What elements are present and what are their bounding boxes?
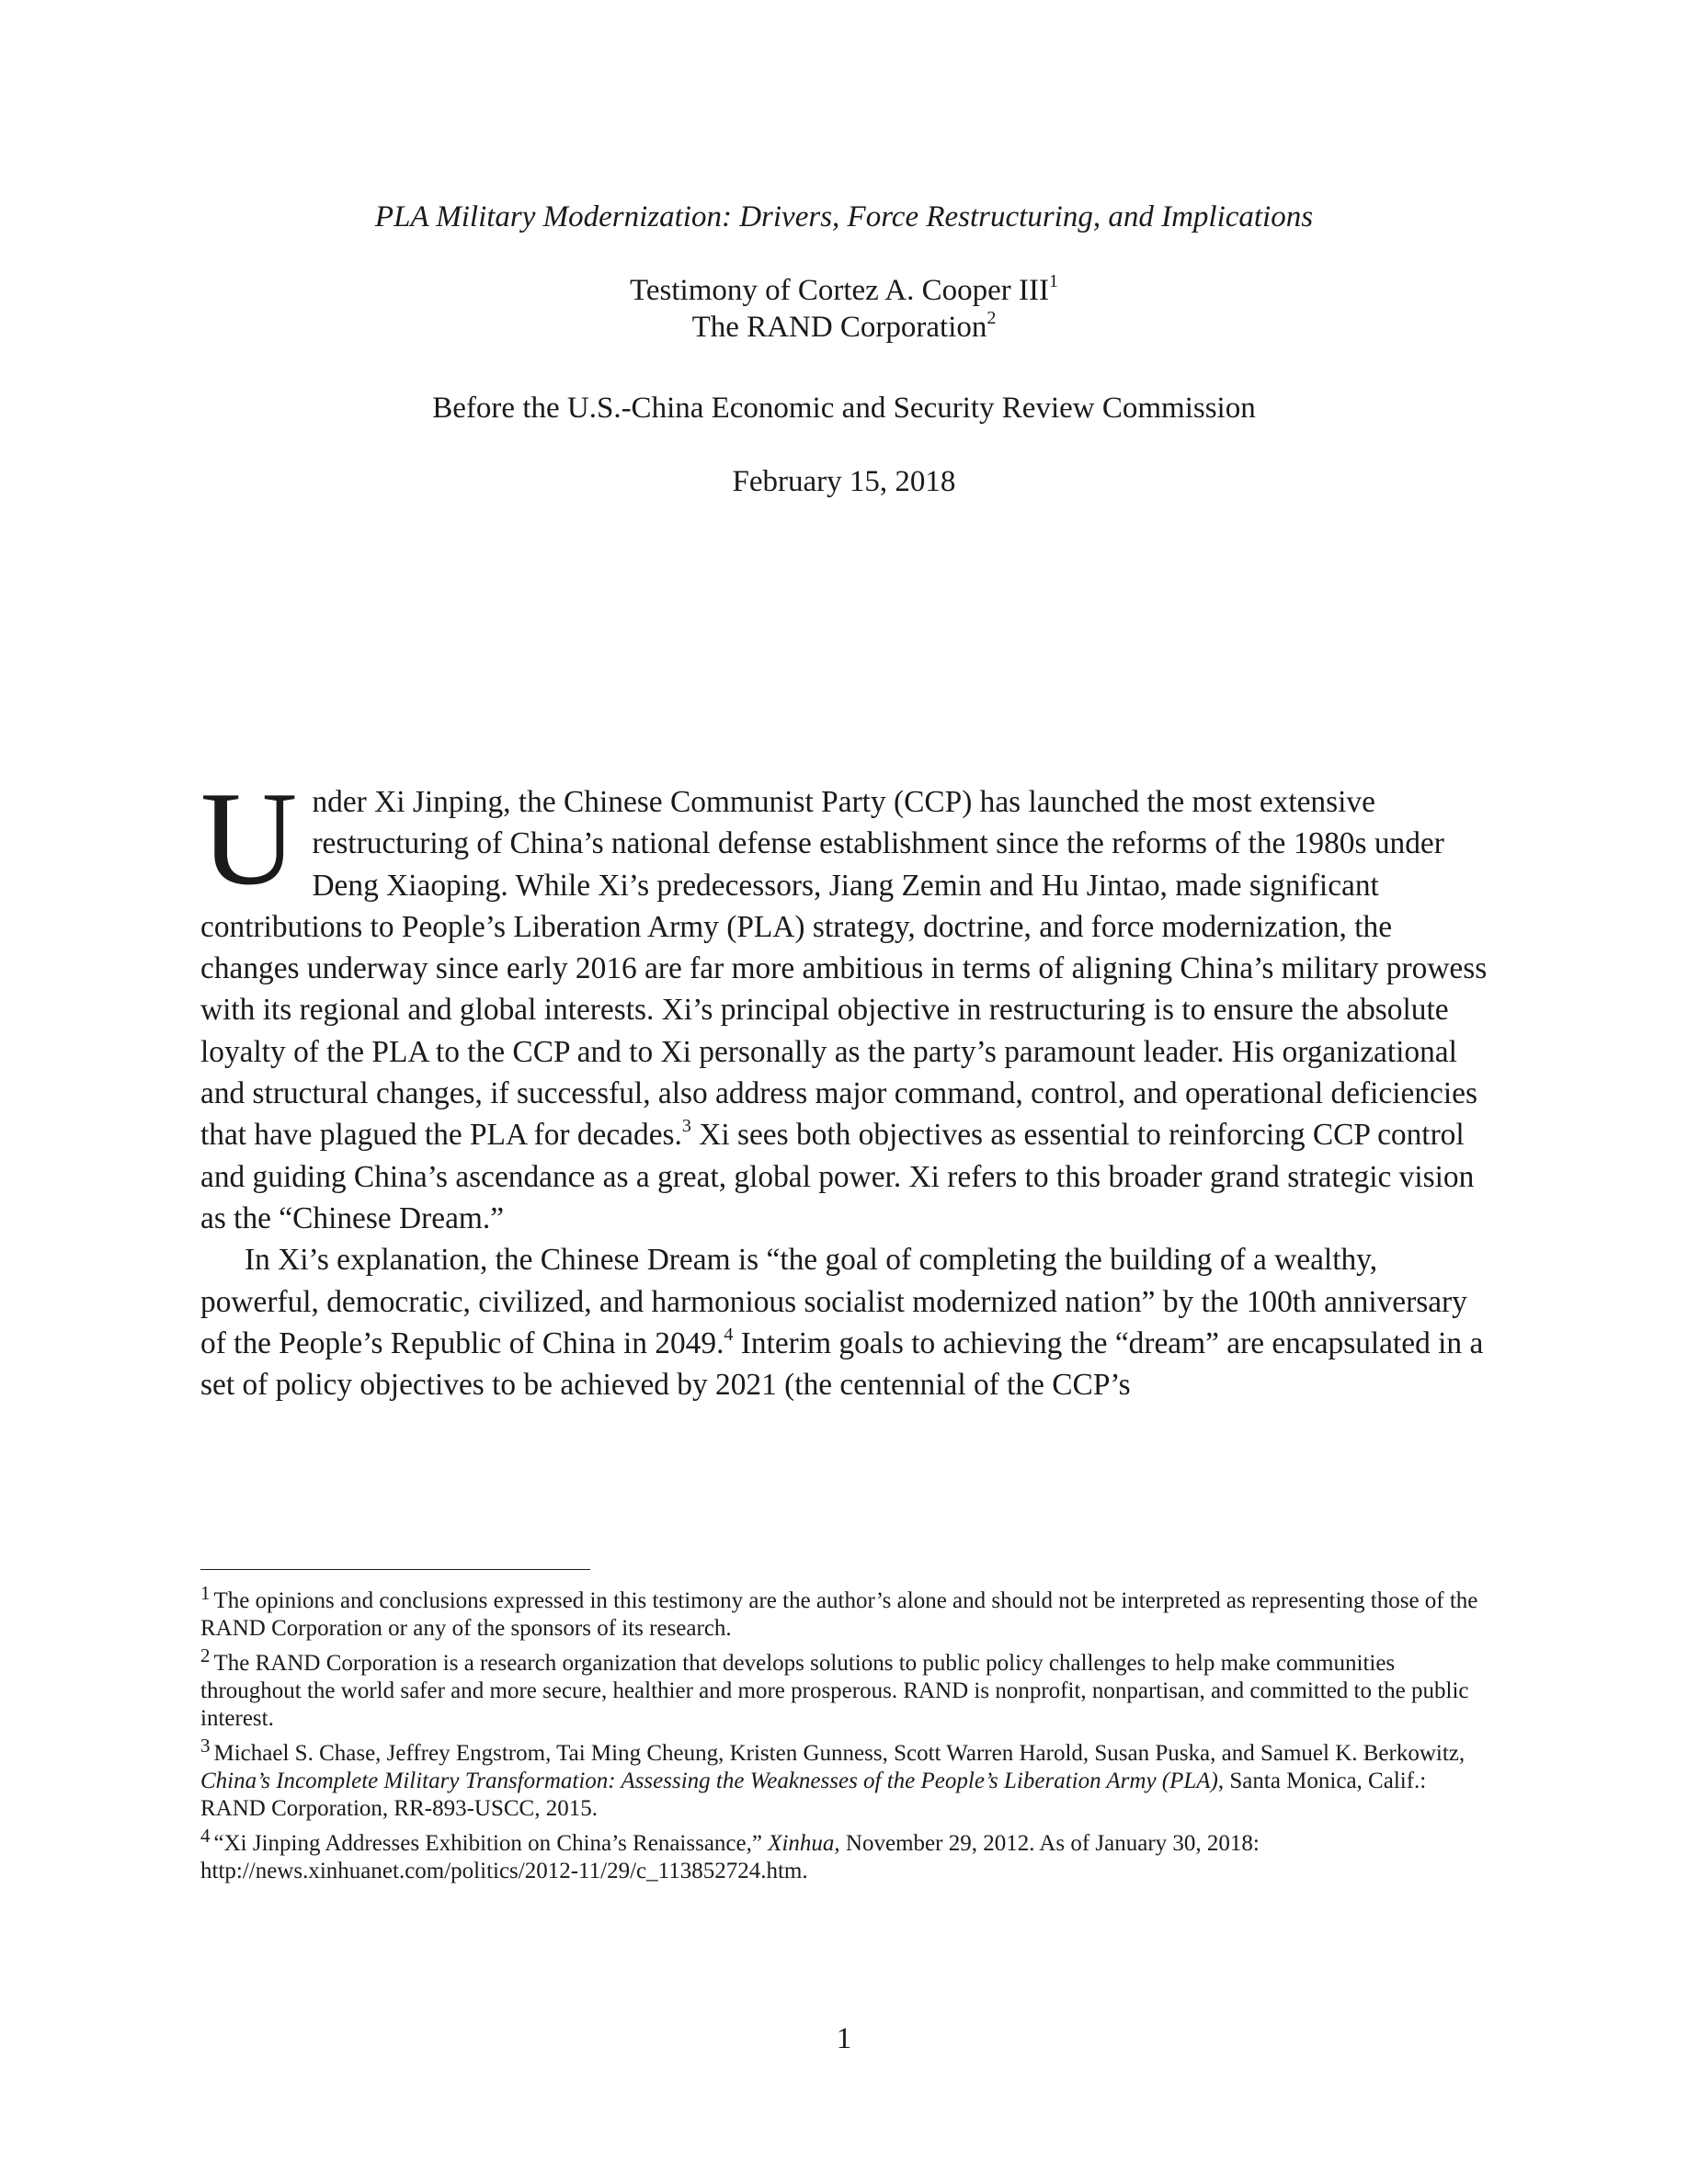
footnote-4-source: Xinhua — [768, 1831, 835, 1856]
body-text — [200, 764, 1488, 1405]
footnote-4-text-a: “Xi Jinping Addresses Exhibition on China’s Renaissance,” — [213, 1831, 769, 1856]
paragraph-2 — [200, 1239, 1488, 1405]
organization-text: The RAND Corporation — [691, 311, 987, 344]
footnote-2 — [200, 1644, 1488, 1733]
paragraph-1-text-a: nder Xi Jinping, the Chinese Communist Party (CCP) has launched the most extensive restructuring of China’s national defense establishment since the reforms of the 1980s under Deng Xiaoping. While Xi’s predecessors, Jiang Zemin and Hu Jintao, made significant contributions to People’s Liberation Army (PLA) strategy, doctrine, and force modernization, the changes underway since early 2016 are far more ambitious in terms of aligning China’s military prowess with its regional and global interests. Xi’s principal objective in restructuring is to ensure the absolute loyalty of the PLA to the CCP and to Xi personally as the party’s paramount leader. His organizational and structural changes, if successful, also address major command, control, and operational deficiencies that have plagued the PLA for decades. — [200, 785, 1488, 1153]
page-number: 1 — [836, 2022, 852, 2055]
footnote-1 — [200, 1582, 1488, 1643]
footnote-ref-1[interactable]: 1 — [1048, 271, 1058, 291]
date-line: February 15, 2018 — [732, 465, 956, 498]
footnote-2-text: The RAND Corporation is a research organization that develops solutions to public policy challenges to help make communities throughout the world safer and more secure, healthier and more prosperous. RAND is nonprofit, nonpartisan, and committed to the public interest. — [200, 1651, 1469, 1731]
footnote-ref-3[interactable]: 3 — [681, 1116, 691, 1137]
footnote-divider — [200, 1569, 590, 1570]
footnote-2-number: 2 — [200, 1644, 211, 1666]
paragraph-2-text-a: In Xi’s explanation, the Chinese Dream is “the goal of completing the building of a wealthy, powerful, democratic, civilized, and harmonious socialist modernized nation” by the 100th anniversary of the People’s Republic of China in 2049. — [200, 1243, 1467, 1360]
paragraph-1-text-b: Xi sees both objectives as essential to reinforcing CCP control and guiding China’s ascendance as a great, global power. Xi refers to this broader grand strategic vision as the “Chinese Dream.” — [200, 1118, 1475, 1235]
footnote-3-title: China’s Incomplete Military Transformation: Assessing the Weaknesses of the People’s Liberation Army (PLA) — [200, 1769, 1218, 1793]
organization-line — [0, 309, 1688, 346]
footnote-ref-4[interactable]: 4 — [724, 1324, 734, 1345]
footnote-4-text-b[interactable]: , November 29, 2012. As of January 30, 2018: http://news.xinhuanet.com/politics/2012-11/29/c_113852724.htm. — [200, 1831, 1260, 1883]
footnote-1-number: 1 — [200, 1582, 211, 1604]
footnote-4-number: 4 — [200, 1825, 211, 1847]
footnote-1-text: The opinions and conclusions expressed in this testimony are the author’s alone and should not be interpreted as representing those of the RAND Corporation or any of the sponsors of its research. — [200, 1588, 1478, 1641]
footnote-3-text-b: , Santa Monica, Calif.: RAND Corporation, RR-893-USCC, 2015. — [200, 1769, 1427, 1821]
footnote-4 — [200, 1825, 1488, 1885]
drop-cap: U — [200, 764, 298, 913]
footnote-3-text-a: Michael S. Chase, Jeffrey Engstrom, Tai Ming Cheung, Kristen Gunness, Scott Warren Harold, Susan Puska, and Samuel K. Berkowitz, — [213, 1741, 1466, 1766]
paragraph-1 — [200, 764, 1488, 1239]
author-block — [0, 272, 1688, 346]
footnote-ref-2[interactable]: 2 — [987, 308, 997, 328]
paragraph-2-text-b: Interim goals to achieving the “dream” are encapsulated in a set of policy objectives to be achieved by 2021 (the centennial of the CCP’s — [200, 1325, 1484, 1403]
footnote-3 — [200, 1735, 1488, 1823]
document-title: PLA Military Modernization: Drivers, Force Restructuring, and Implications — [374, 200, 1314, 233]
commission-line: Before the U.S.-China Economic and Security Review Commission — [432, 392, 1256, 425]
testimony-text: Testimony of Cortez A. Cooper III — [630, 274, 1049, 307]
testimony-line — [0, 272, 1688, 309]
footnote-3-number: 3 — [200, 1735, 211, 1757]
footnotes — [200, 1582, 1488, 1893]
